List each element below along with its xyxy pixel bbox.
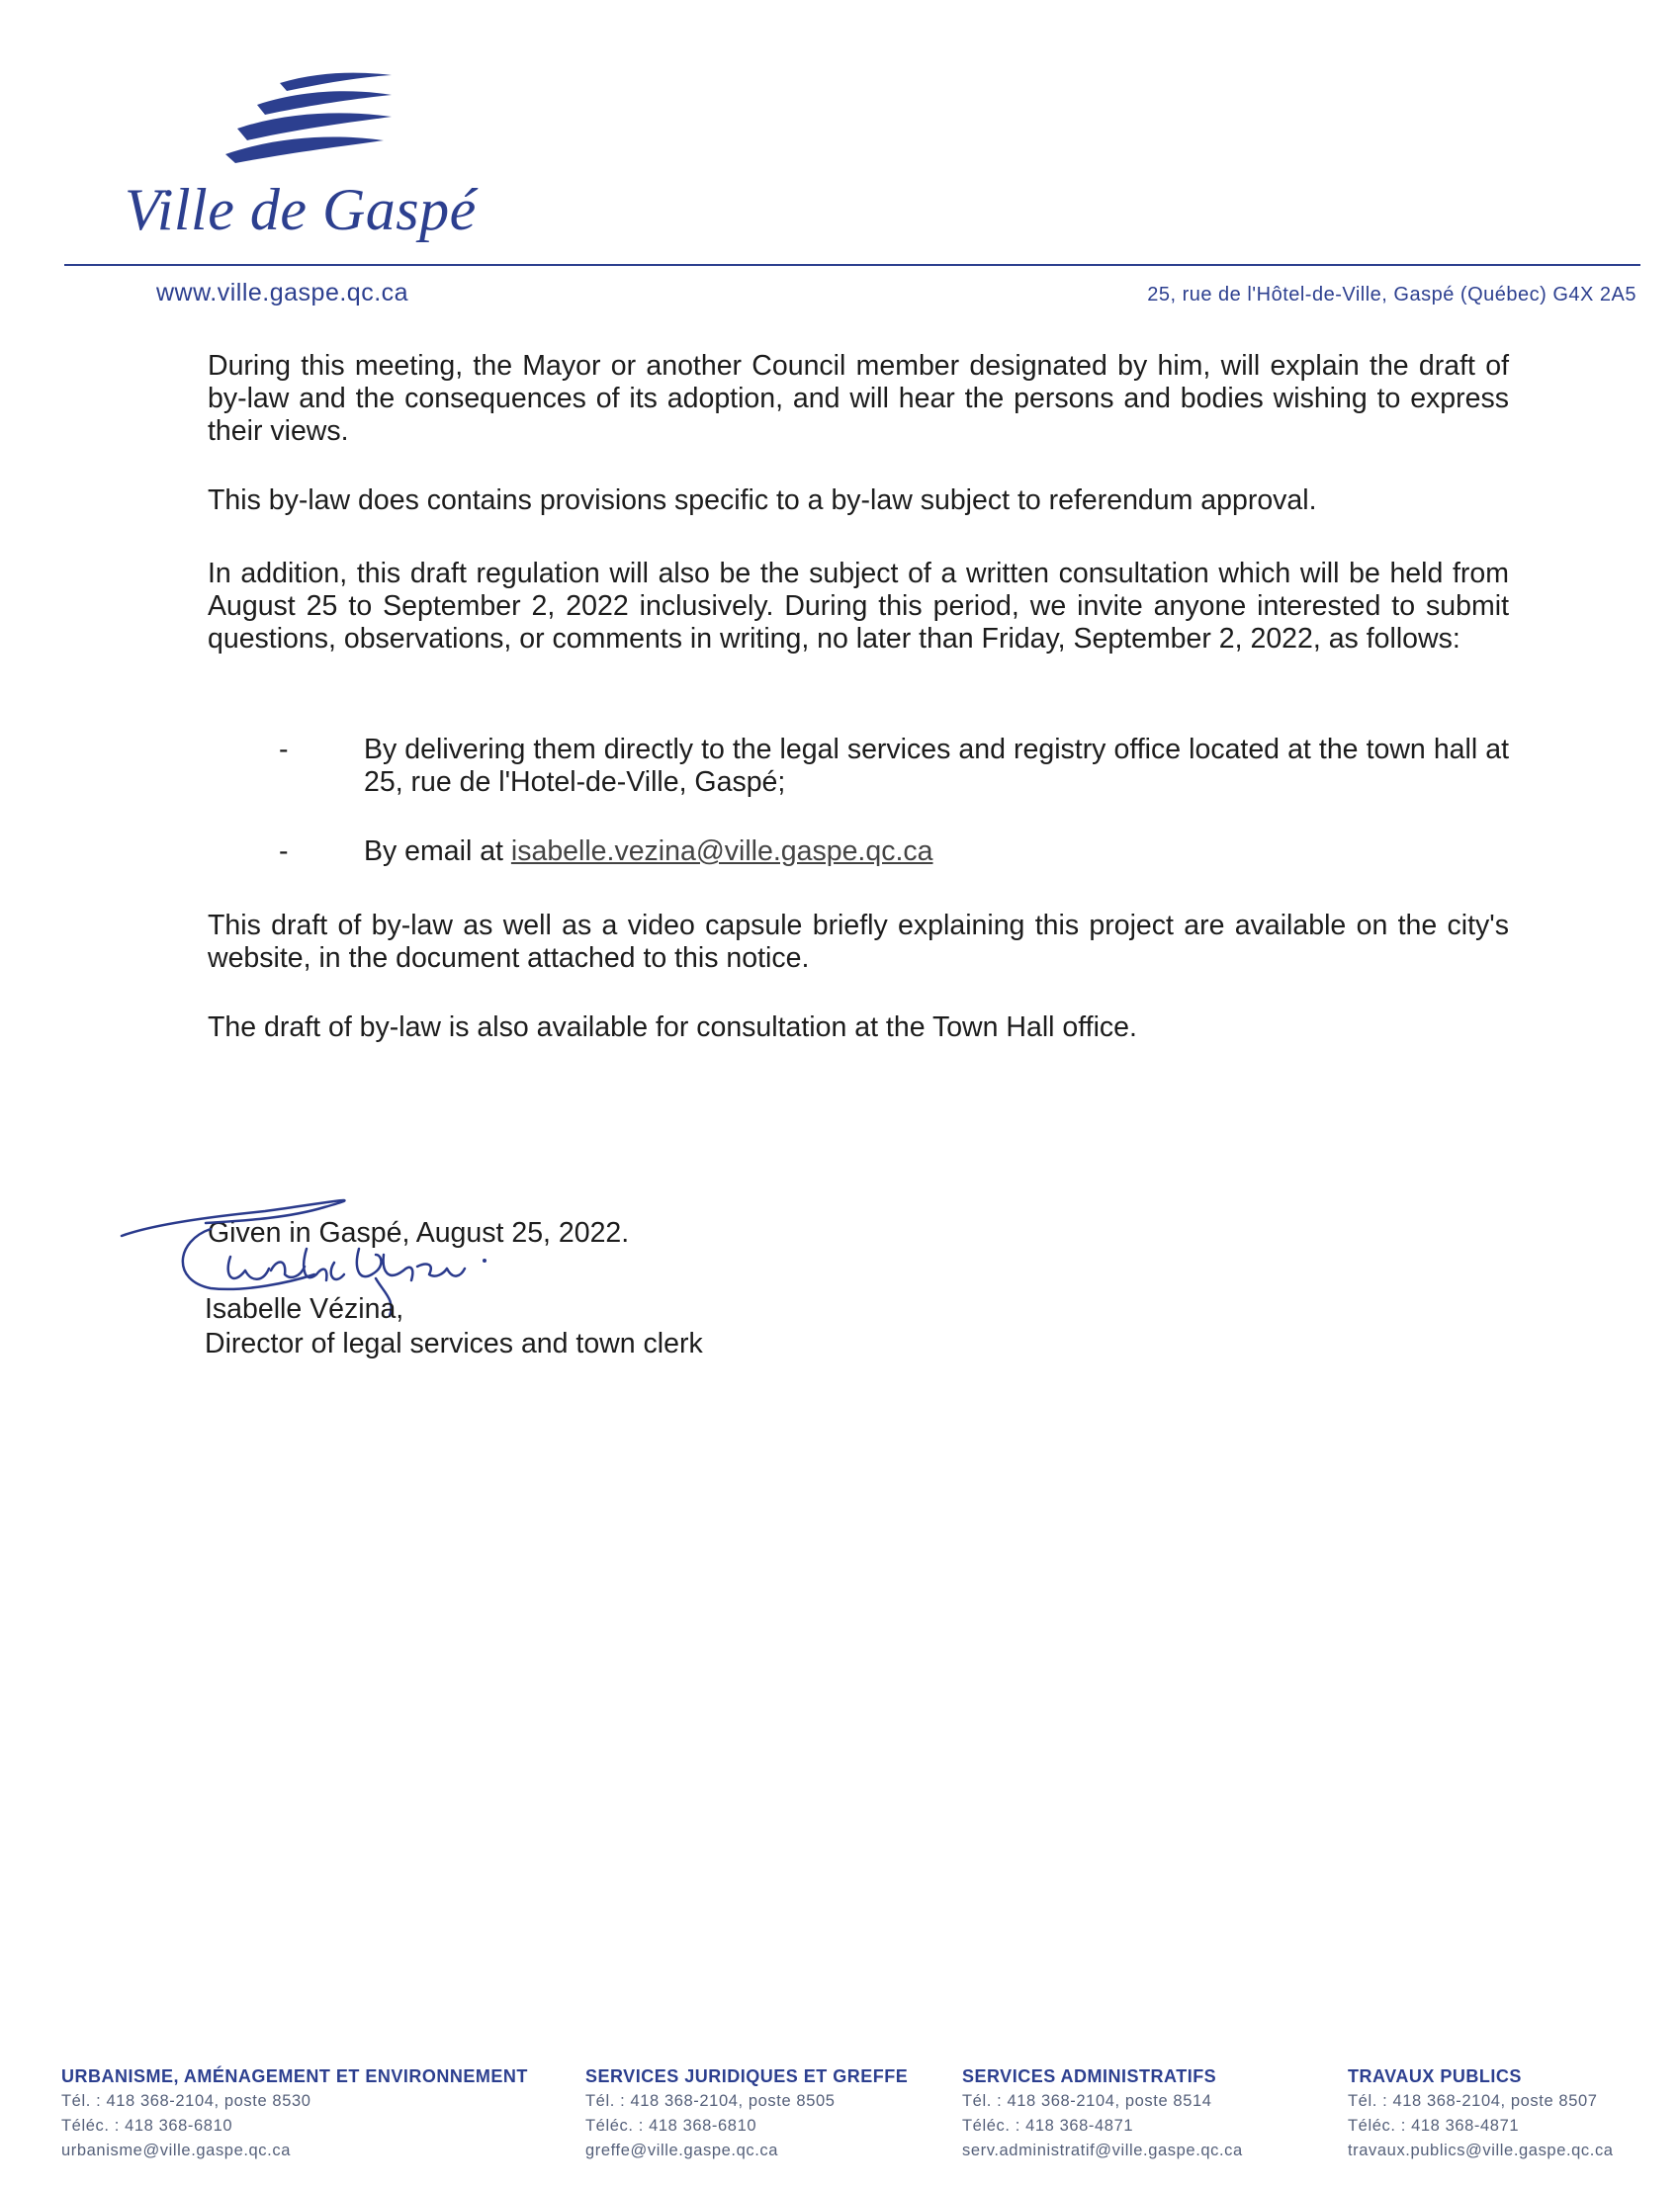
bullet-dash: - [279,835,289,867]
footer-email[interactable]: urbanisme@ville.gaspe.qc.ca [61,2142,291,2159]
bullet-dash: - [279,734,289,765]
paragraph-given-in: Given in Gaspé, August 25, 2022. [208,1217,630,1249]
footer-heading: URBANISME, AMÉNAGEMENT ET ENVIRONNEMENT [61,2066,528,2086]
footer-urbanisme [61,2064,528,2163]
footer-heading: SERVICES ADMINISTRATIFS [962,2066,1217,2086]
footer-heading: SERVICES JURIDIQUES ET GREFFE [585,2066,909,2086]
footer-phone: Tél. : 418 368-2104, poste 8507 [1348,2092,1598,2110]
logo-text: Ville de Gaspé [125,177,477,242]
paragraph-video-capsule: This draft of by-law as well as a video capsule briefly explaining this project are available on the city's website, in the document attached to this notice. [208,910,1509,974]
email-prefix: By email at [364,835,511,867]
footer-email[interactable]: travaux.publics@ville.gaspe.qc.ca [1348,2142,1614,2159]
footer-travaux-publics [1348,2064,1614,2163]
footer-fax: Téléc. : 418 368-6810 [585,2117,757,2135]
footer-services-juridiques [585,2064,908,2163]
email-link[interactable]: isabelle.vezina@ville.gaspe.qc.ca [510,835,933,867]
paragraph-written-consultation: In addition, this draft regulation will also be the subject of a written consultation which will be held from August 25 to September 2, 2022 inclusively. During this period, we invite anyone interested to submit questions, observations, or comments in writing, no later than Friday, September 2, 2022, as follows: [208,558,1509,655]
signer-name: Isabelle Vézina, [205,1293,404,1325]
footer-fax: Téléc. : 418 368-4871 [962,2117,1134,2135]
footer-phone: Tél. : 418 368-2104, poste 8514 [962,2092,1212,2110]
footer-services-administratifs [962,2064,1243,2163]
bullet-email-text [364,835,1509,868]
footer-phone: Tél. : 418 368-2104, poste 8505 [585,2092,836,2110]
paragraph-meeting: During this meeting, the Mayor or another Council member designated by him, will explain the draft of by-law and the consequences of its adoption, and will hear the persons and bodies wishing to express their views. [208,350,1509,447]
footer-heading: TRAVAUX PUBLICS [1348,2066,1522,2086]
ville-de-gaspe-logo-icon [225,69,394,163]
footer-email[interactable]: greffe@ville.gaspe.qc.ca [585,2142,779,2159]
paragraph-town-hall: The draft of by-law is also available for consultation at the Town Hall office. [208,1011,1137,1043]
header-divider [64,264,1640,266]
website-link[interactable]: www.ville.gaspe.qc.ca [156,279,409,307]
city-hall-address: 25, rue de l'Hôtel-de-Ville, Gaspé (Québec) G4X 2A5 [1147,284,1636,306]
footer-fax: Téléc. : 418 368-4871 [1348,2117,1520,2135]
paragraph-referendum: This by-law does contains provisions specific to a by-law subject to referendum approval. [208,484,1317,516]
footer-fax: Téléc. : 418 368-6810 [61,2117,233,2135]
bullet-delivery-text: By delivering them directly to the legal services and registry office located at the town hall at 25, rue de l'Hotel-de-Ville, Gaspé; [364,734,1509,798]
footer-phone: Tél. : 418 368-2104, poste 8530 [61,2092,311,2110]
footer-email[interactable]: serv.administratif@ville.gaspe.qc.ca [962,2142,1243,2159]
signer-title: Director of legal services and town clerk [205,1328,703,1359]
